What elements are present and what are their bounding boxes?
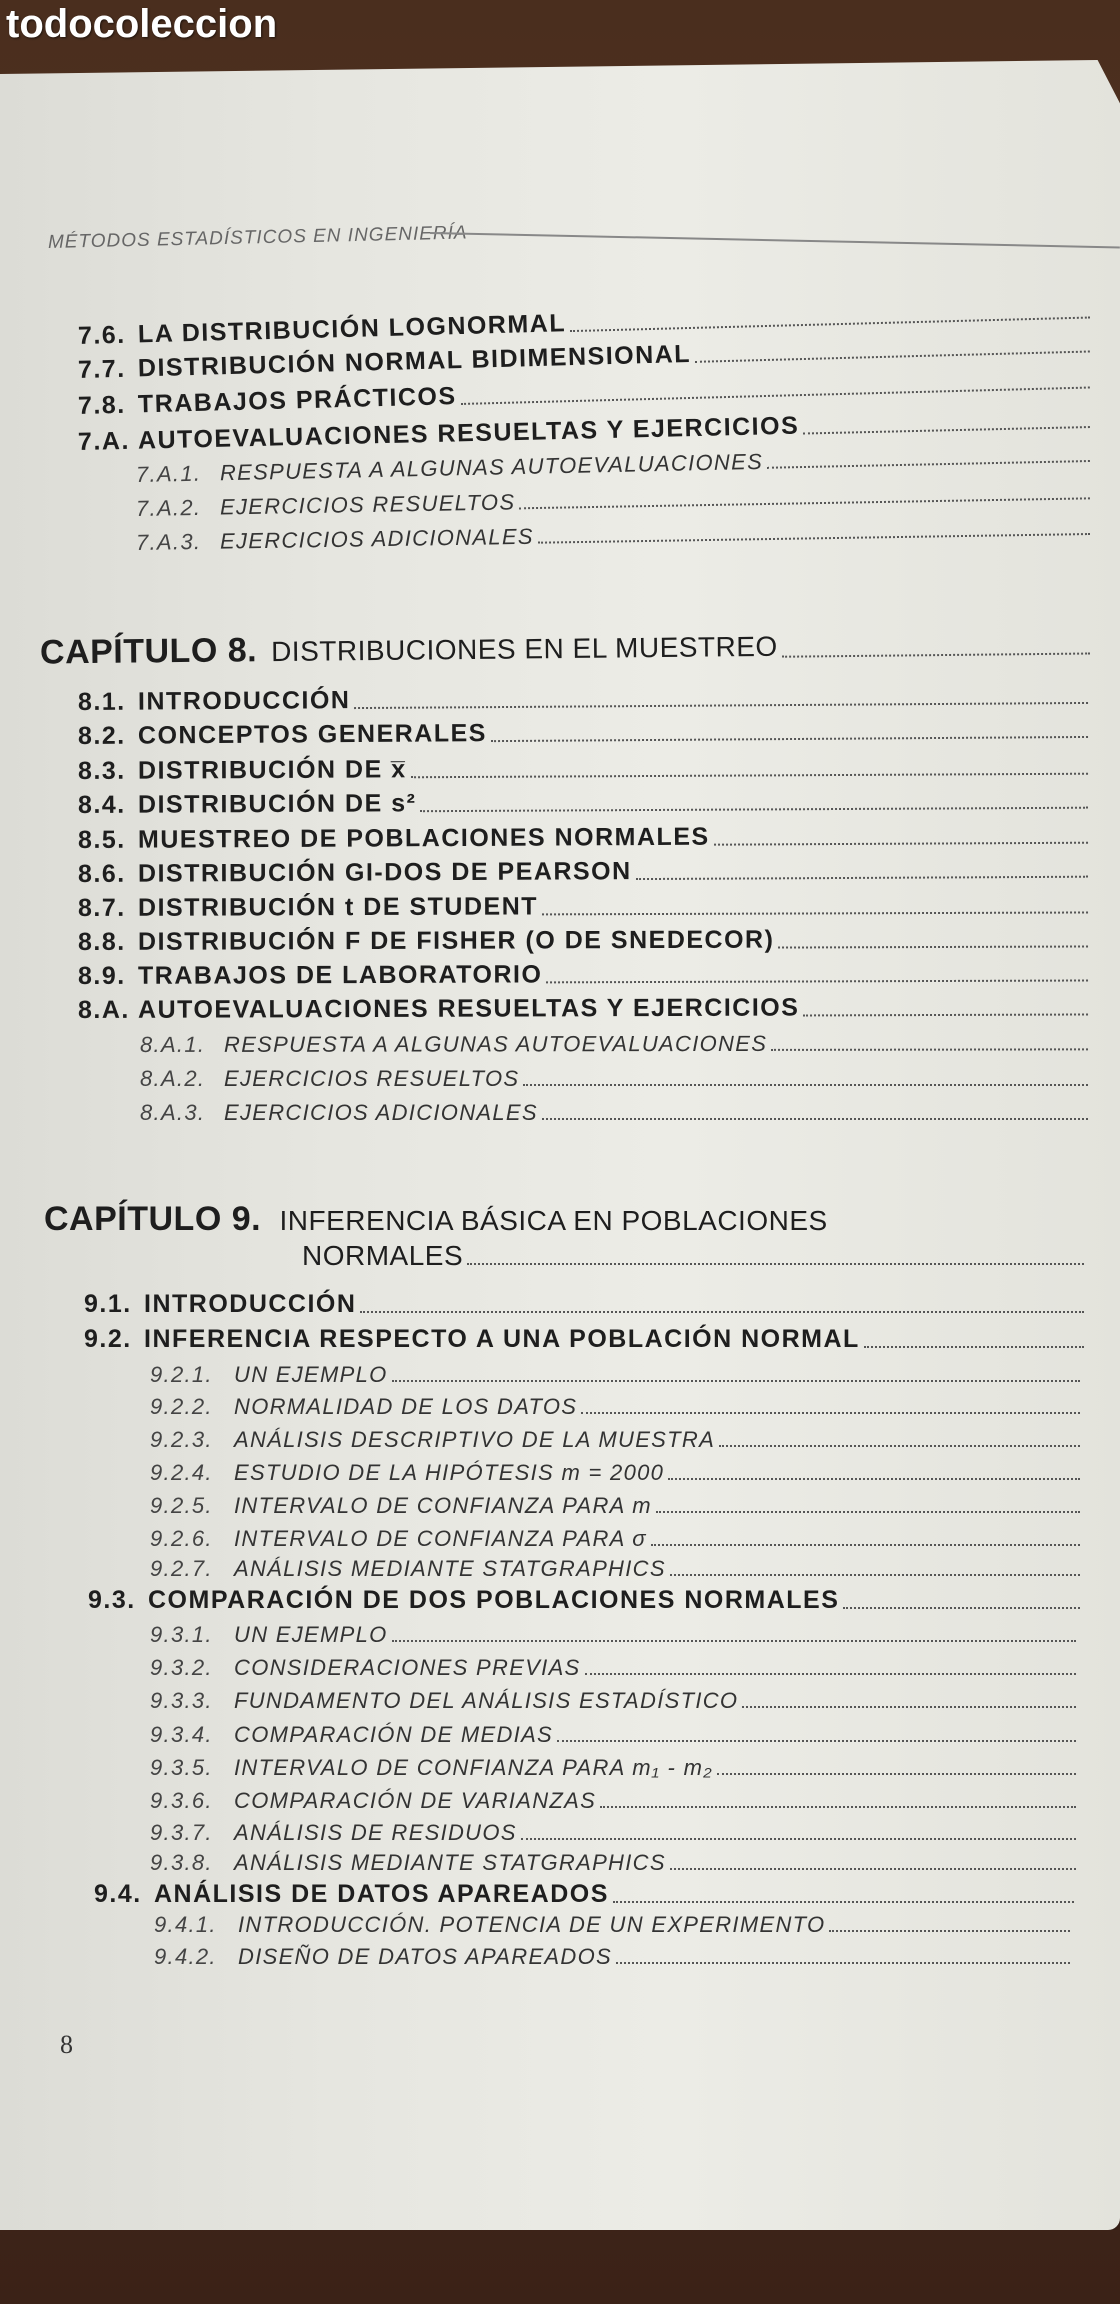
entry-number: 9.2.5.	[150, 1493, 213, 1518]
entry-number: 8.5.	[77, 825, 126, 854]
entry-number: 8.A.	[77, 995, 130, 1024]
toc-subentry	[150, 1526, 1080, 1552]
entry-title: COMPARACIÓN DE VARIANZAS	[234, 1788, 597, 1813]
entry-title: DISTRIBUCIÓN F DE FISHER (O DE SNEDECOR)	[137, 925, 775, 956]
dot-leader	[651, 1543, 1080, 1546]
entry-title: DISTRIBUCIÓN NORMAL BIDIMENSIONAL	[137, 339, 692, 383]
toc-subentry	[150, 1622, 1076, 1648]
dot-leader	[557, 1739, 1076, 1742]
dot-leader	[714, 841, 1088, 846]
dot-leader	[467, 1262, 1084, 1265]
entry-number: 8.A.3.	[140, 1100, 206, 1125]
entry-number: 9.3.	[88, 1586, 136, 1614]
entry-number: 9.3.7.	[150, 1820, 213, 1845]
toc-subentry	[154, 1912, 1070, 1938]
entry-title: CONSIDERACIONES PREVIAS	[234, 1655, 581, 1680]
entry-number: 7.8.	[77, 390, 127, 420]
dot-leader	[778, 944, 1088, 948]
dot-leader	[656, 1510, 1080, 1513]
entry-number: 9.3.3.	[150, 1688, 213, 1713]
chapter-label: CAPÍTULO 9.	[44, 1200, 262, 1238]
chapter-9-heading	[44, 1200, 828, 1239]
dot-leader	[668, 1477, 1080, 1480]
dot-leader	[523, 1083, 1088, 1086]
toc-entry	[78, 890, 1088, 923]
toc-subentry	[150, 1427, 1080, 1453]
toc-subentry	[154, 1944, 1070, 1970]
entry-number: 9.2.4.	[150, 1460, 213, 1485]
dot-leader	[392, 1639, 1076, 1642]
dot-leader	[538, 532, 1090, 544]
entry-title: INTERVALO DE CONFIANZA PARA m₁ - m₂	[234, 1755, 713, 1780]
entry-number: 9.2.3.	[150, 1427, 213, 1452]
dot-leader	[581, 1411, 1080, 1414]
entry-title: AUTOEVALUACIONES RESUELTAS Y EJERCICIOS	[137, 411, 800, 455]
entry-number: 9.4.2.	[154, 1944, 217, 1969]
entry-title: INTERVALO DE CONFIANZA PARA σ	[234, 1526, 647, 1551]
entry-title: INFERENCIA RESPECTO A UNA POBLACIÓN NORMAL	[144, 1325, 860, 1353]
entry-number: 7.7.	[77, 354, 127, 384]
dot-leader	[670, 1573, 1080, 1576]
entry-title: COMPARACIÓN DE DOS POBLACIONES NORMALES	[148, 1586, 840, 1614]
dot-leader	[670, 1867, 1076, 1870]
toc-entry	[78, 752, 1088, 786]
watermark-logo: todocoleccion	[6, 2, 278, 46]
entry-number: 8.8.	[77, 927, 126, 956]
dot-leader	[803, 425, 1090, 435]
dot-leader	[803, 1012, 1088, 1016]
entry-title: ANÁLISIS MEDIANTE STATGRAPHICS	[234, 1850, 666, 1875]
entry-title: INTRODUCCIÓN	[144, 1290, 357, 1318]
entry-number: 9.2.	[84, 1325, 132, 1353]
entry-title: AUTOEVALUACIONES RESUELTAS Y EJERCICIOS	[137, 993, 800, 1024]
toc-subentry	[140, 1030, 1088, 1058]
entry-title: EJERCICIOS RESUELTOS	[224, 1066, 520, 1091]
entry-title: ANÁLISIS DESCRIPTIVO DE LA MUESTRA	[234, 1427, 716, 1452]
dot-leader	[719, 1444, 1080, 1447]
dot-leader	[636, 875, 1088, 880]
dot-leader	[521, 1837, 1076, 1840]
toc-entry	[94, 1880, 1074, 1909]
dot-leader	[600, 1805, 1076, 1808]
entry-title: DISTRIBUCIÓN DE s²	[137, 789, 417, 819]
dot-leader	[782, 652, 1090, 658]
entry-title: TRABAJOS DE LABORATORIO	[137, 960, 543, 990]
toc-subentry	[150, 1688, 1076, 1714]
entry-number: 7.A.	[77, 426, 131, 456]
chapter-title-line2: NORMALES	[302, 1240, 464, 1271]
dot-leader	[742, 1705, 1076, 1708]
toc-entry	[78, 786, 1088, 820]
dot-leader	[585, 1672, 1076, 1675]
entry-number: 8.9.	[77, 961, 126, 990]
entry-number: 7.A.3.	[135, 528, 202, 555]
entry-number: 9.3.1.	[150, 1622, 213, 1647]
entry-number: 9.3.6.	[150, 1788, 213, 1813]
toc-subentry	[150, 1493, 1080, 1519]
toc-subentry	[150, 1755, 1076, 1781]
dot-leader	[392, 1379, 1080, 1382]
entry-number: 8.A.1.	[139, 1031, 206, 1057]
entry-number: 9.2.7.	[150, 1556, 213, 1581]
entry-title: DISTRIBUCIÓN t DE STUDENT	[137, 892, 539, 922]
toc-subentry	[150, 1460, 1080, 1486]
toc-subentry	[150, 1655, 1076, 1681]
entry-number: 9.2.6.	[150, 1526, 213, 1551]
entry-number: 8.2.	[77, 721, 126, 750]
entry-number: 9.2.1.	[150, 1362, 213, 1387]
dot-leader	[717, 1772, 1076, 1775]
entry-title: UN EJEMPLO	[234, 1622, 388, 1647]
dot-leader	[767, 459, 1090, 469]
entry-number: 8.A.2.	[140, 1066, 206, 1091]
toc-subentry	[150, 1850, 1076, 1876]
entry-title: EJERCICIOS RESUELTOS	[219, 489, 516, 520]
entry-number: 9.3.2.	[150, 1655, 213, 1680]
entry-title: NORMALIDAD DE LOS DATOS	[234, 1394, 578, 1419]
dot-leader	[829, 1929, 1070, 1932]
dot-leader	[491, 735, 1088, 742]
toc-subentry	[150, 1362, 1080, 1388]
entry-title: UN EJEMPLO	[234, 1362, 388, 1387]
entry-number: 9.4.1.	[154, 1912, 217, 1937]
dot-leader	[542, 910, 1088, 915]
entry-title: DISEÑO DE DATOS APAREADOS	[238, 1944, 612, 1969]
dot-leader	[843, 1606, 1080, 1609]
entry-number: 9.3.4.	[150, 1722, 213, 1747]
chapter-title: DISTRIBUCIONES EN EL MUESTREO	[270, 630, 778, 668]
entry-number: 9.3.5.	[150, 1755, 213, 1780]
entry-title: ANÁLISIS DE RESIDUOS	[234, 1820, 517, 1845]
entry-title: INTERVALO DE CONFIANZA PARA m	[234, 1493, 652, 1518]
toc-subentry	[150, 1556, 1080, 1582]
toc-entry	[88, 1586, 1080, 1615]
toc-entry	[78, 924, 1088, 957]
toc-subentry	[150, 1788, 1076, 1814]
entry-title: MUESTREO DE POBLACIONES NORMALES	[137, 822, 710, 854]
chapter-title-continuation	[302, 1240, 1084, 1272]
entry-title: COMPARACIÓN DE MEDIAS	[234, 1722, 554, 1747]
entry-number: 9.1.	[84, 1290, 132, 1318]
dot-leader	[616, 1961, 1070, 1964]
entry-title: ANÁLISIS DE DATOS APAREADOS	[154, 1880, 609, 1908]
dot-leader	[864, 1345, 1084, 1348]
dot-leader	[542, 1117, 1088, 1120]
entry-number: 8.1.	[77, 687, 126, 716]
toc-subentry	[150, 1820, 1076, 1846]
entry-number: 7.A.2.	[135, 494, 202, 521]
entry-title: FUNDAMENTO DEL ANÁLISIS ESTADÍSTICO	[234, 1688, 739, 1713]
dot-leader	[546, 978, 1088, 983]
entry-number: 7.A.1.	[135, 460, 202, 487]
page-number: 8	[60, 2030, 73, 2059]
chapter-title: INFERENCIA BÁSICA EN POBLACIONES	[279, 1205, 828, 1236]
toc-subentry	[150, 1394, 1080, 1420]
entry-title: EJERCICIOS ADICIONALES	[219, 523, 534, 554]
entry-number: 8.4.	[77, 790, 126, 819]
entry-number: 8.6.	[77, 859, 126, 888]
toc-subentry	[150, 1722, 1076, 1748]
entry-number: 8.3.	[77, 756, 126, 785]
dot-leader	[420, 806, 1088, 812]
dot-leader	[613, 1900, 1074, 1903]
entry-title: EJERCICIOS ADICIONALES	[224, 1100, 538, 1125]
toc-entry	[84, 1290, 1084, 1319]
entry-number: 9.3.8.	[150, 1850, 213, 1875]
toc-subentry	[140, 1066, 1088, 1092]
entry-title: ANÁLISIS MEDIANTE STATGRAPHICS	[234, 1556, 666, 1581]
entry-title: RESPUESTA A ALGUNAS AUTOEVALUACIONES	[223, 1030, 768, 1057]
dot-leader	[771, 1047, 1088, 1051]
entry-title: INTRODUCCIÓN	[137, 686, 351, 716]
entry-title: INTRODUCCIÓN. POTENCIA DE UN EXPERIMENTO	[238, 1912, 826, 1937]
dot-leader	[360, 1310, 1084, 1313]
chapter-label: CAPÍTULO 8.	[39, 631, 258, 672]
toc-entry	[78, 821, 1088, 855]
entry-title: ESTUDIO DE LA HIPÓTESIS m = 2000	[234, 1460, 665, 1485]
toc-entry	[78, 992, 1088, 1025]
entry-title: RESPUESTA A ALGUNAS AUTOEVALUACIONES	[219, 448, 764, 486]
entry-number: 8.7.	[77, 893, 126, 922]
dot-leader	[411, 772, 1088, 779]
entry-number: 9.2.2.	[150, 1394, 213, 1419]
entry-number: 7.6.	[77, 320, 127, 350]
running-header: MÉTODOS ESTADÍSTICOS EN INGENIERÍA	[47, 222, 468, 253]
dot-leader	[354, 701, 1088, 709]
toc-entry	[78, 855, 1088, 889]
entry-title: CONCEPTOS GENERALES	[137, 719, 488, 750]
entry-number: 9.4.	[94, 1880, 142, 1908]
entry-title: DISTRIBUCIÓN DE x̅	[137, 755, 407, 785]
entry-title: TRABAJOS PRÁCTICOS	[137, 382, 457, 419]
entry-title: DISTRIBUCIÓN GI-DOS DE PEARSON	[137, 857, 632, 888]
toc-entry	[84, 1325, 1084, 1354]
toc-subentry	[140, 1100, 1088, 1126]
entry-title: LA DISTRIBUCIÓN LOGNORMAL	[137, 309, 567, 349]
toc-entry	[78, 958, 1088, 991]
